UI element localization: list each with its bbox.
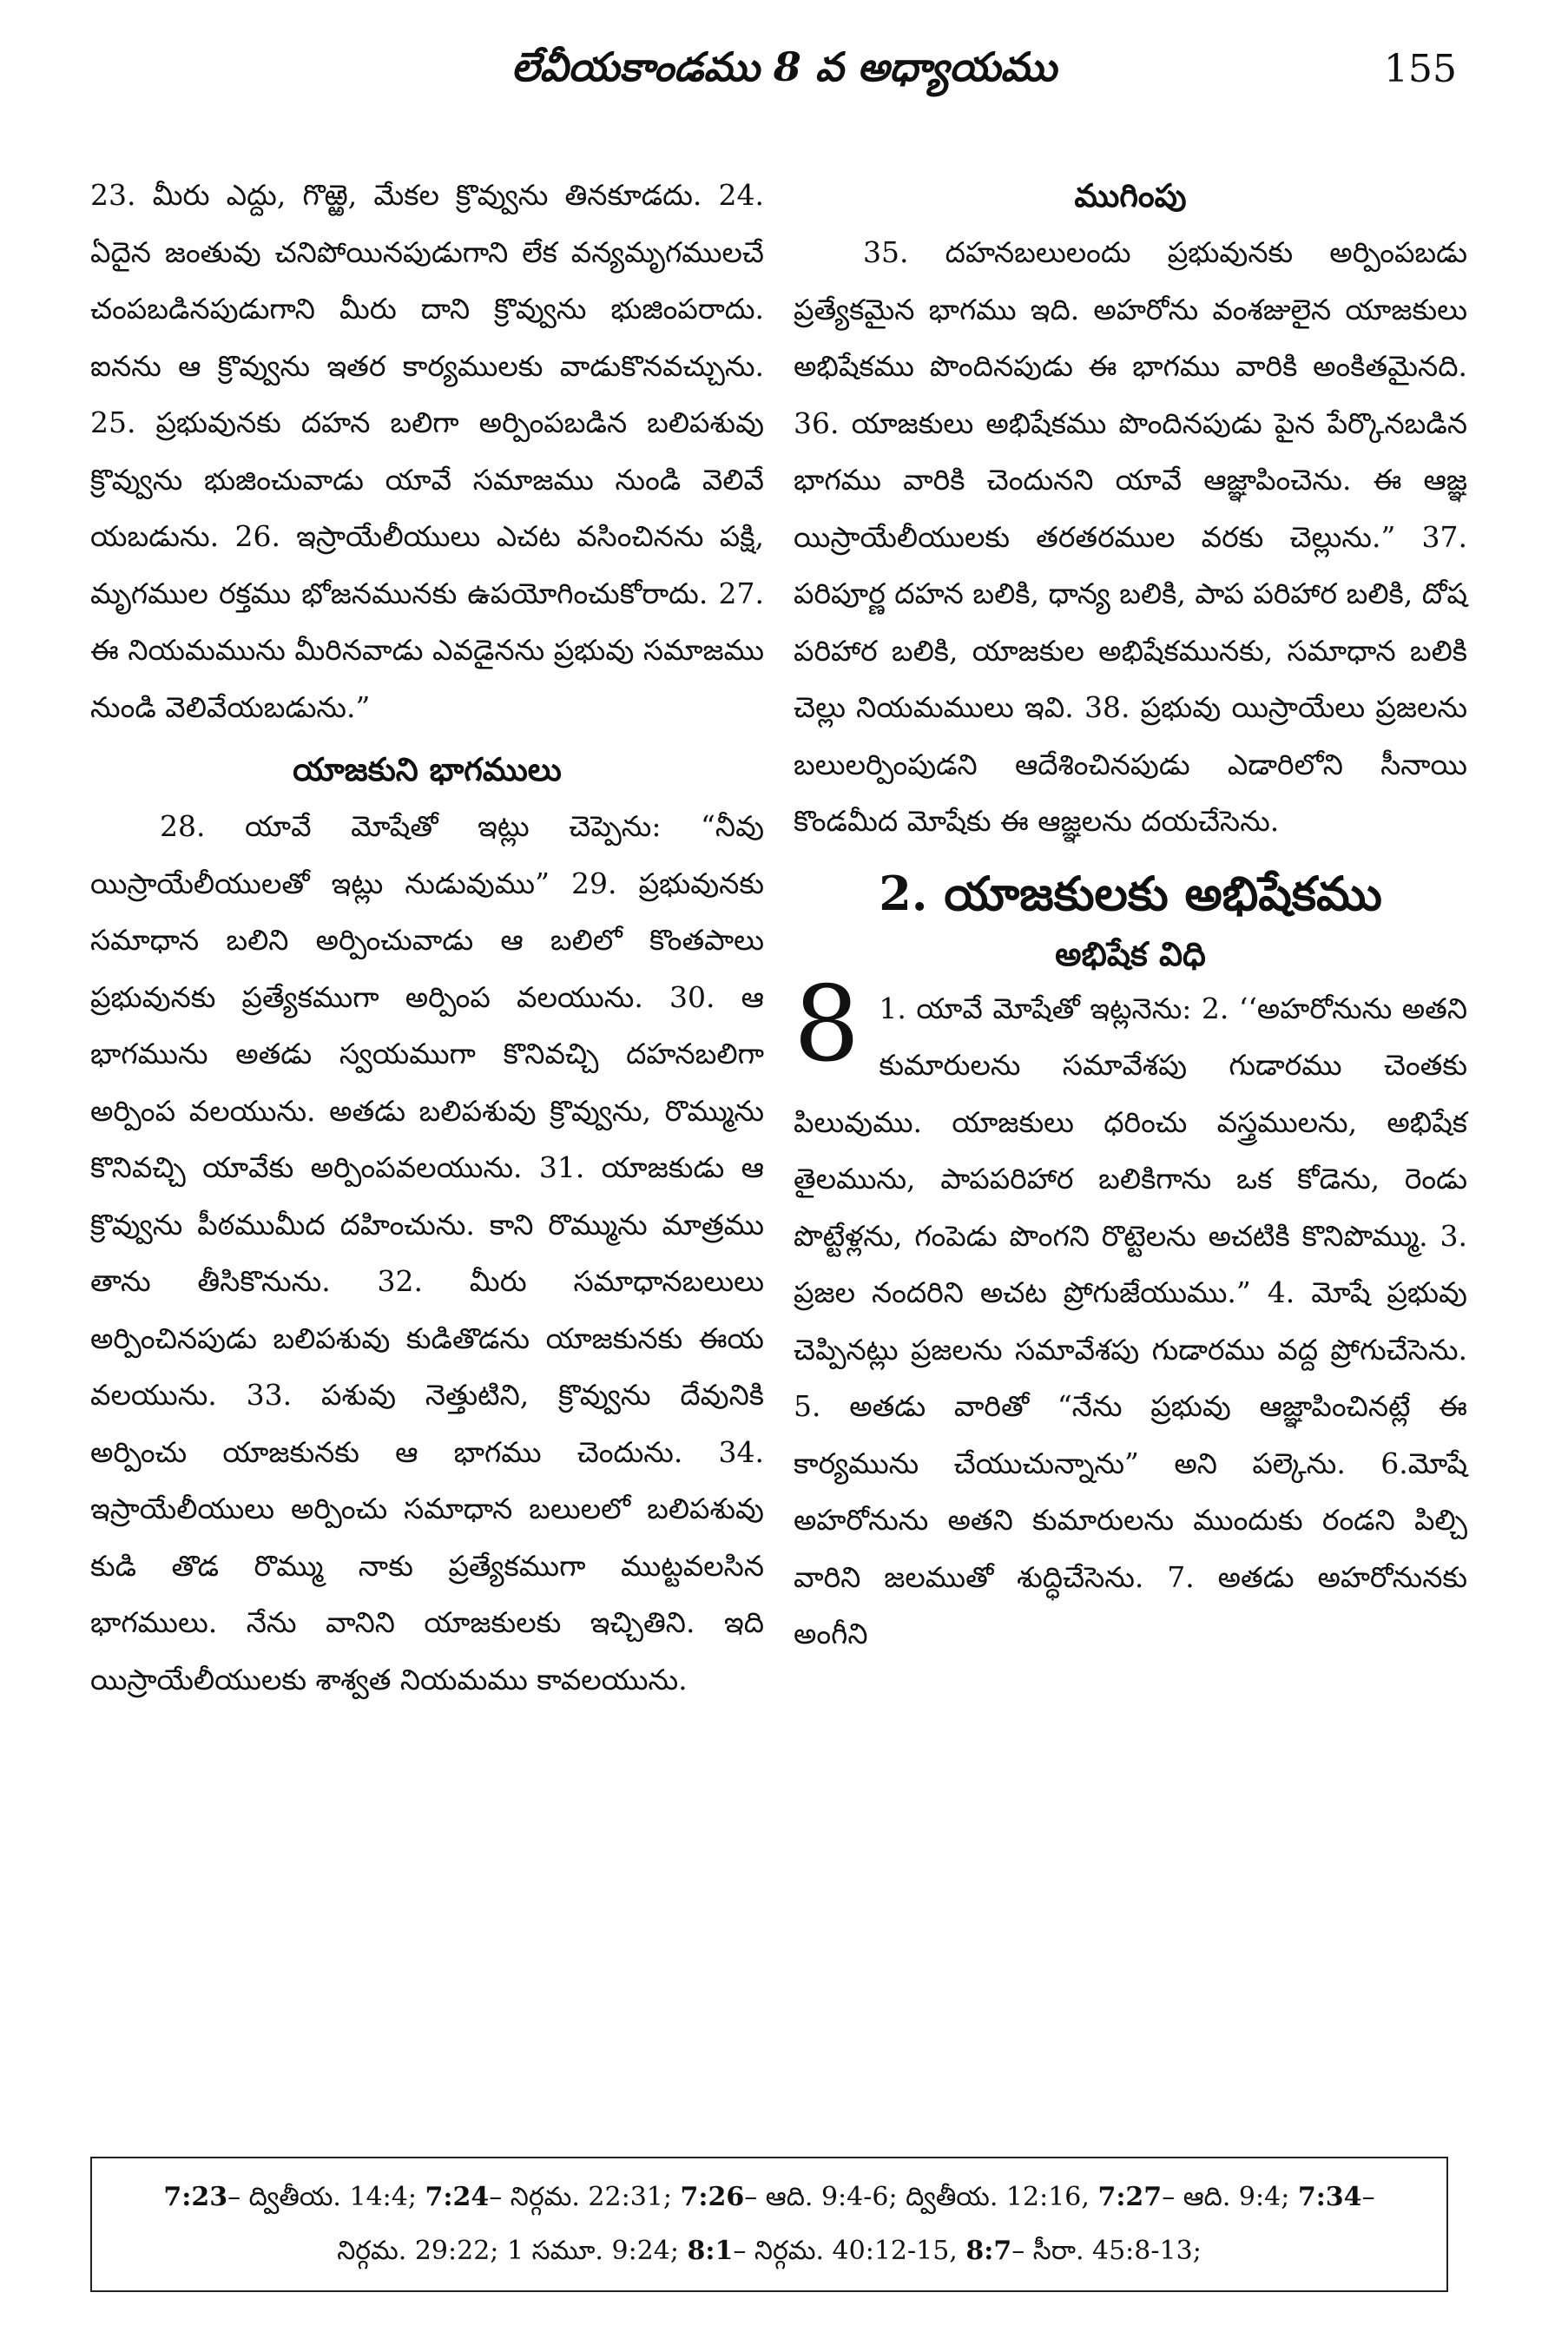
footnote-ref: 8:1 xyxy=(687,2236,734,2266)
chapter-title: 2. యాజకులకు అభిషేకము xyxy=(879,865,1382,921)
running-title: లేవీయకాండము 8 వ అధ్యాయము xyxy=(511,43,1057,90)
chapter-number: 8 xyxy=(794,964,860,1085)
footnote-ref: 7:34 xyxy=(1297,2182,1362,2212)
right-column xyxy=(794,167,1467,1663)
sub-heading: అభిషేక విధి xyxy=(1055,933,1206,973)
footnote-ref: 7:23 xyxy=(163,2182,228,2212)
page-header xyxy=(0,43,1568,113)
page-number: 155 xyxy=(1384,47,1457,91)
paragraph: 35. దహనబలులందు ప్రభువునకు అర్పింపబడు ప్రత్యేకమైన భాగము ఇది. అహరోను వంశజులైన యాజకులు అభిషేకము పొందినపుడు ఈ భాగము వారికి అంకితమైనది. 36. యాజకులు అభిషేకము పొందినపుడు పైన పేర్కొనబడిన భాగము వారికి చెందునని యావే ఆజ్ఞాపించెను. ఈ ఆజ్ఞ యిస్రాయేలీయులకు తరతరముల వరకు చెల్లును.” 37. పరిపూర్ణ దహన బలికి, ధాన్య బలికి, పాప పరిహార బలికి, దోష పరిహార బలికి, యాజకుల అభిషేకమునకు, సమాధాన బలికి చెల్లు నియమములు ఇవి. 38. ప్రభువు యిస్రాయేలు ప్రజలను బలులర్పింపుడని ఆదేశించినపుడు ఎడారిలోని సీనాయి కొండమీద మోషేకు ఈ ఆజ్ఞలను దయచేసెను. xyxy=(794,235,1467,838)
footnote xyxy=(688,2236,958,2266)
footnote-ref: 7:26 xyxy=(680,2182,745,2212)
footnote xyxy=(965,2236,1201,2266)
footnote-text: – ఆది. 9:4; xyxy=(1162,2182,1290,2212)
paragraph: 23. మీరు ఎద్దు, గొఱ్ఱె, మేకల క్రొవ్వును తినకూడదు. 24. ఏదైన జంతువు చనిపోయినపుడుగాని లేక వన్యమృగములచే చంపబడినపుడుగాని మీరు దాని క్రొవ్వును భుజింపరాదు. ఐనను ఆ క్రొవ్వును ఇతర కార్యములకు వాడుకొనవచ్చును. 25. ప్రభువునకు దహన బలిగా అర్పింపబడిన బలిపశువు క్రొవ్వును భుజించువాడు యావే సమాజము నుండి వెలివే యబడును. 26. ఇస్రాయేలీయులు ఎచట వసించినను పక్షి, మృగముల రక్తము భోజనమునకు ఉపయోగించుకోరాదు. 27. ఈ నియమమును మీరినవాడు ఎవడైనను ప్రభువు సమాజము నుండి వెలివేయబడును.” xyxy=(90,178,764,724)
section-heading: ముగింపు xyxy=(1074,176,1187,214)
footnote xyxy=(1097,2182,1289,2212)
left-column xyxy=(90,167,764,1708)
footnote-text: – ఆది. 9:4-6; ద్వితీయ. 12:16, xyxy=(744,2182,1090,2212)
section-heading: యాజకుని భాగములు xyxy=(293,750,562,788)
footnote-box xyxy=(90,2157,1448,2292)
footnote xyxy=(163,2182,417,2212)
footnote-text: – నిర్గమ. 22:31; xyxy=(489,2182,672,2212)
footnote-text: – నిర్గమ. 40:12-15, xyxy=(733,2236,958,2266)
chapter-paragraph xyxy=(794,964,1467,1663)
paragraph: 28. యావే మోషేతో ఇట్లు చెప్పెను: “నీవు యిస్రాయేలీయులతో ఇట్లు నుడువుము” 29. ప్రభువునకు సమాధాన బలిని అర్పించువాడు ఆ బలిలో కొంతపాలు ప్రభువునకు ప్రత్యేకముగా అర్పింప వలయును. 30. ఆ భాగమును అతడు స్వయముగా కొనివచ్చి దహనబలిగా అర్పింప వలయును. అతడు బలిపశువు క్రొవ్వును, రొమ్మును కొనివచ్చి యావేకు అర్పింపవలయును. 31. యాజకుడు ఆ క్రొవ్వును పీఠముమీద దహించును. కాని రొమ్మును మాత్రము తాను తీసికొనును. 32. మీరు సమాధానబలులు అర్పించినపుడు బలిపశువు కుడితొడను యాజకునకు ఈయ వలయును. 33. పశువు నెత్తుటిని, క్రొవ్వును దేవునికి అర్పించు యాజకునకు ఆ భాగము చెందును. 34. ఇస్రాయేలీయులు అర్పించు సమాధాన బలులలో బలిపశువు కుడి తొడ రొమ్ము నాకు ప్రత్యేకముగా ముట్టవలసిన భాగములు. నేను వానిని యాజకులకు ఇచ్చితిని. ఇది యిస్రాయేలీయులకు శాశ్వత నియమము కావలయును. xyxy=(90,809,764,1696)
footnote-ref: 7:27 xyxy=(1097,2182,1163,2212)
footnote-text: – సీరా. 45:8-13; xyxy=(1011,2236,1202,2266)
footnote-ref: 8:7 xyxy=(965,2236,1012,2266)
footnote-ref: 7:24 xyxy=(425,2182,490,2212)
footnote-text: – ద్వితీయ. 14:4; xyxy=(227,2182,417,2212)
footnote xyxy=(681,2182,1090,2212)
footnote xyxy=(425,2182,672,2212)
footnote-text: – నిర్గమ. 29:22; 1 సమూ. 9:24; xyxy=(337,2182,1375,2266)
paragraph-text: 1. యావే మోషేతో ఇట్లనెను: 2. ‘‘అహరోనును అతని కుమారులను సమావేశపు గుడారము చెంతకు పిలువుము. యాజకులు ధరించు వస్త్రములను, అభిషేక తైలమును, పాపపరిహార బలికిగాను ఒక కోడెను, రెండు పొట్టేళ్లను, గంపెడు పొంగని రొట్టెలను అచటికి కొనిపొమ్ము. 3. ప్రజల నందరిని అచట ప్రోగుజేయుము.” 4. మోషే ప్రభువు చెప్పినట్లు ప్రజలను సమావేశపు గుడారము వద్ద ప్రోగుచేసెను. 5. అతడు వారితో “నేను ప్రభువు ఆజ్ఞాపించినట్లే ఈ కార్యమును చేయుచున్నాను” అని పల్కెను. 6.మోషే అహరోనును అతని కుమారులను ముందుకు రండని పిల్చి వారిని జలముతో శుద్ధిచేసెను. 7. అతడు అహరోనునకు అంగీని xyxy=(794,991,1467,1650)
